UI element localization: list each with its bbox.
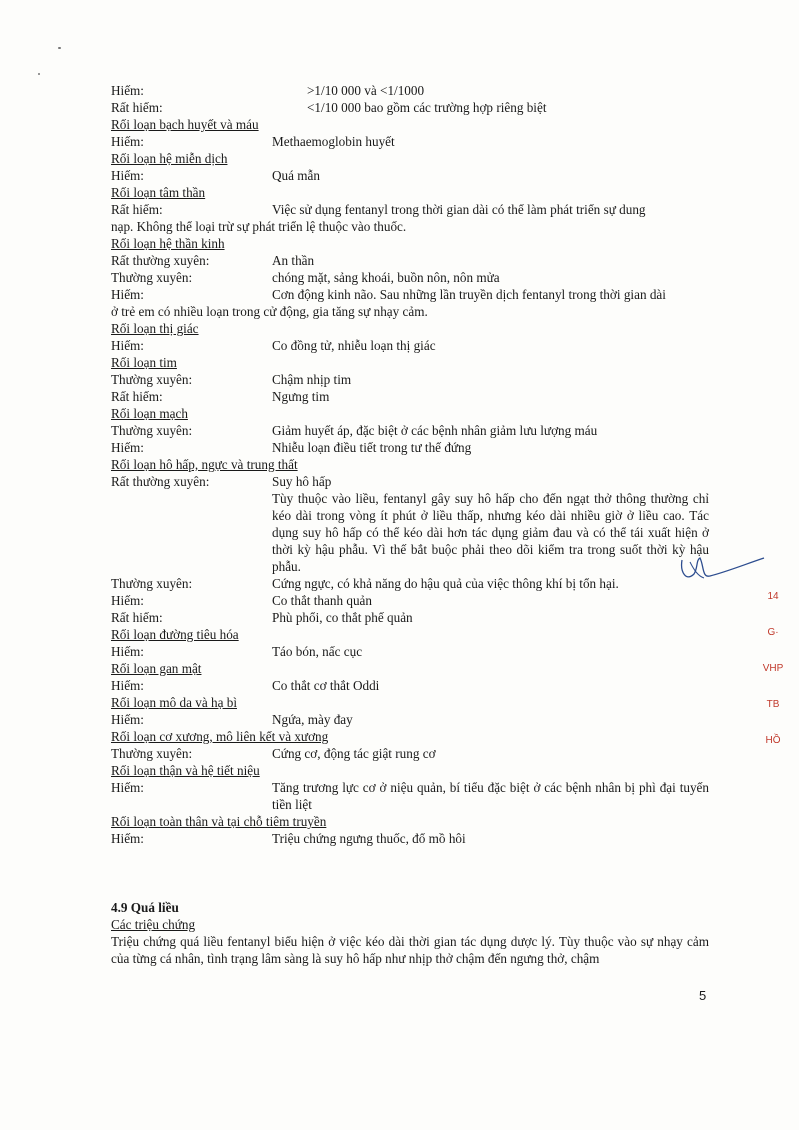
frequency-label: Hiếm: [111, 780, 144, 795]
frequency-label: Rất thường xuyên: [111, 474, 210, 489]
effect-value: Cơn động kinh não. Sau những lần truyền dịch fentanyl trong thời gian dài [272, 287, 666, 302]
effect-continuation: ở trẻ em có nhiều loạn trong cử động, gia tăng sự nhạy cảm. [111, 304, 428, 319]
effect-value: Methaemoglobin huyết [272, 134, 395, 149]
effect-value: Cứng cơ, động tác giật rung cơ [272, 746, 436, 761]
signature-icon [676, 552, 766, 588]
page-number: 5 [699, 988, 707, 1003]
effect-row [111, 575, 709, 592]
effect-row [111, 711, 709, 728]
section-heading: Rối loạn hệ miễn dịch [111, 151, 228, 166]
frequency-label: Hiếm: [111, 678, 144, 693]
frequency-label: Hiếm: [111, 831, 144, 846]
effect-row [111, 252, 709, 269]
effect-detail: Tùy thuộc vào liều, fentanyl gây suy hô hấp cho đến ngạt thở thông thường chỉ kéo dài trong vòng ít phút ở liều thấp, nhưng kéo dài nhiều giờ ở liều cao. Tác dụng suy hô hấp có thể kéo dài hơn tác dụng giảm đau và có thể tái xuất hiện ở thời kỳ hậu phẫu. Vì thế bắt buộc phải theo dõi kiểm tra trong suốt thời kỳ hậu phẫu. [272, 491, 709, 574]
section-heading: Rối loạn thị giác [111, 321, 199, 336]
section-heading: Rối loạn mạch [111, 406, 188, 421]
effect-value: An thần [272, 253, 315, 268]
frequency-label: Rất hiếm: [111, 610, 163, 625]
frequency-label: Hiếm: [111, 338, 144, 353]
section-heading: Rối loạn bạch huyết và máu [111, 117, 259, 132]
effect-row [111, 371, 709, 388]
section-heading: Rối loạn thận và hệ tiết niệu [111, 763, 260, 778]
margin-mark: G· [767, 627, 779, 638]
frequency-label: Hiếm: [111, 712, 144, 727]
frequency-label: Hiếm: [111, 593, 144, 608]
adverse-effects-content [111, 82, 709, 967]
section-heading: Rối loạn đường tiêu hóa [111, 627, 239, 642]
frequency-label: Hiếm: [111, 287, 144, 302]
frequency-value: <1/10 000 bao gồm các trường hợp riêng biệt [307, 100, 547, 115]
effect-value: Quá mẫn [272, 168, 320, 183]
overdose-title: 4.9 Quá liều [111, 900, 179, 915]
frequency-label: Hiếm: [111, 134, 144, 149]
margin-mark: VHP [762, 663, 784, 674]
overdose-subheading: Các triệu chứng [111, 917, 196, 932]
effect-value: Việc sử dụng fentanyl trong thời gian dài có thể làm phát triển sự dung [272, 202, 646, 217]
effect-row [111, 473, 709, 490]
effect-row [111, 592, 709, 609]
frequency-label: Thường xuyên: [111, 270, 193, 285]
margin-mark: 14 [767, 591, 779, 602]
margin-mark: TB [766, 699, 780, 710]
effect-row [111, 269, 709, 286]
frequency-label: Thường xuyên: [111, 576, 193, 591]
frequency-label: Hiếm: [111, 644, 144, 659]
effect-value: Nhiễu loạn điều tiết trong tư thế đứng [272, 440, 472, 455]
effect-value: Cứng ngực, có khả năng do hậu quả của việc thông khí bị tổn hại. [272, 576, 619, 591]
effect-row [111, 745, 709, 762]
effect-row [111, 167, 709, 184]
effect-row [111, 337, 709, 354]
frequency-label: Rất hiếm: [111, 100, 163, 115]
frequency-label: Thường xuyên: [111, 372, 193, 387]
effect-value: Giảm huyết áp, đặc biệt ở các bệnh nhân giảm lưu lượng máu [272, 423, 598, 438]
frequency-label: Hiếm: [111, 168, 144, 183]
section-heading: Rối loạn tâm thần [111, 185, 206, 200]
effect-value: Co thắt thanh quản [272, 593, 372, 608]
effect-value: Phù phổi, co thắt phế quản [272, 610, 413, 625]
effect-row-detail [111, 490, 709, 575]
effect-continuation: nạp. Không thể loại trừ sự phát triển lệ thuộc vào thuốc. [111, 219, 407, 234]
frequency-label: Hiếm: [111, 83, 144, 98]
overdose-text: Triệu chứng quá liều fentanyl biểu hiện ở việc kéo dài thời gian tác dụng dược lý. Tùy thuộc vào sự nhạy cảm của từng cá nhân, tình trạng lâm sàng là suy hô hấp như nhịp thở chậm đến ngưng thở, chậm [111, 934, 709, 966]
effect-value: Ngứa, mày đay [272, 712, 353, 727]
effect-row [111, 830, 709, 847]
effect-row [111, 779, 709, 813]
effect-value: Suy hô hấp [272, 474, 332, 489]
frequency-label: Hiếm: [111, 440, 144, 455]
effect-row [111, 286, 709, 303]
effect-row [111, 201, 709, 218]
effect-value: Co thắt cơ thắt Oddi [272, 678, 380, 693]
effect-row [111, 388, 709, 405]
effect-value: Táo bón, nấc cục [272, 644, 363, 659]
effect-value: Ngưng tim [272, 389, 330, 404]
frequency-label: Thường xuyên: [111, 746, 193, 761]
section-heading: Rối loạn hô hấp, ngực và trung thất [111, 457, 298, 472]
effect-value: Triệu chứng ngưng thuốc, đổ mồ hôi [272, 831, 466, 846]
frequency-row [111, 99, 709, 116]
effect-value: Co đồng tử, nhiễu loạn thị giác [272, 338, 436, 353]
effect-value: Tăng trương lực cơ ở niệu quản, bí tiểu đặc biệt ở các bệnh nhân bị phì đại tuyến tiền liệt [272, 780, 709, 812]
section-heading: Rối loạn hệ thần kinh [111, 236, 225, 251]
effect-row [111, 422, 709, 439]
frequency-label: Rất thường xuyên: [111, 253, 210, 268]
frequency-row [111, 82, 709, 99]
effect-row [111, 609, 709, 626]
section-heading: Rối loạn toàn thân và tại chỗ tiêm truyền [111, 814, 327, 829]
frequency-label: Rất hiếm: [111, 389, 163, 404]
spacer [111, 490, 272, 575]
scan-speck [58, 47, 61, 49]
section-heading: Rối loạn tim [111, 355, 177, 370]
effect-row [111, 643, 709, 660]
margin-mark: HỒ [765, 735, 781, 746]
section-heading: Rối loạn cơ xương, mô liên kết và xương [111, 729, 329, 744]
section-heading: Rối loạn gan mật [111, 661, 202, 676]
effect-row [111, 133, 709, 150]
effect-row [111, 677, 709, 694]
effect-row [111, 439, 709, 456]
effect-value: Chậm nhịp tim [272, 372, 352, 387]
frequency-label: Thường xuyên: [111, 423, 193, 438]
margin-stamp-marks [758, 590, 788, 770]
frequency-label: Rất hiếm: [111, 202, 163, 217]
frequency-value: >1/10 000 và <1/1000 [307, 83, 425, 98]
effect-value: chóng mặt, sảng khoái, buồn nôn, nôn mửa [272, 270, 500, 285]
scan-speck [38, 73, 40, 75]
section-heading: Rối loạn mô da và hạ bì [111, 695, 237, 710]
